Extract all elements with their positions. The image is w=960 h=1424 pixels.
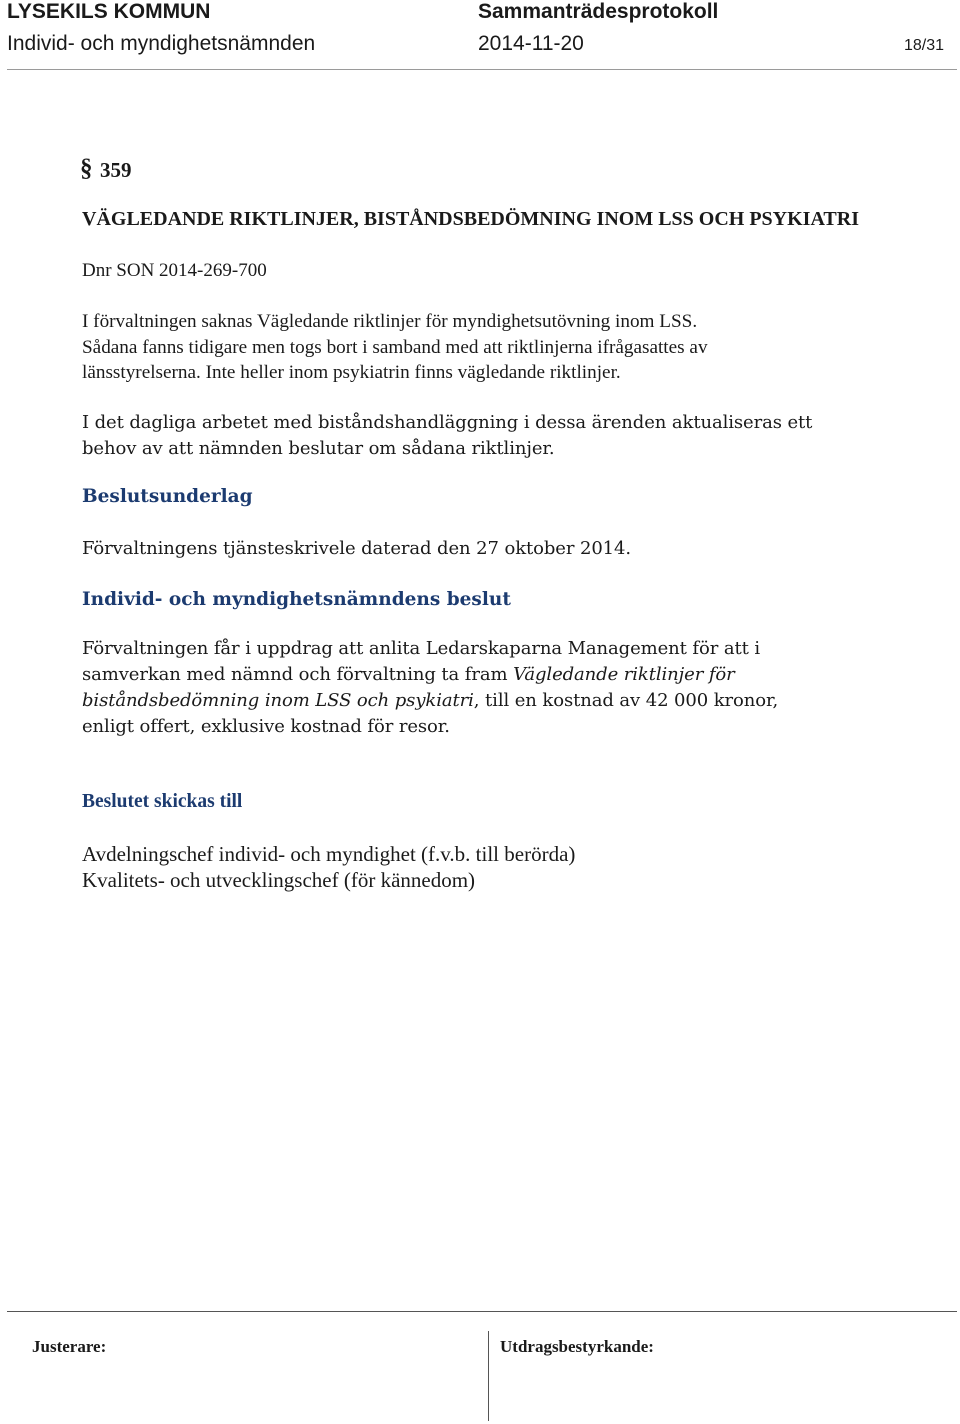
recipient-item: Avdelningschef individ- och myndighet (f.v.b. till berörda) xyxy=(82,842,576,866)
committee-name: Individ- och myndighetsnämnden xyxy=(7,32,316,55)
intro-line: I förvaltningen saknas Vägledande riktlinjer för myndighetsutövning inom LSS. xyxy=(82,311,698,332)
sent-to-heading: Beslutet skickas till xyxy=(82,791,243,812)
paragraph-number: 359 xyxy=(100,158,132,182)
document-type: Sammanträdesprotokoll xyxy=(478,0,719,23)
decision-line: enligt offert, exklusive kostnad för resor. xyxy=(82,716,450,737)
footer-divider xyxy=(7,1311,957,1312)
decision-line xyxy=(82,688,778,714)
decision-text: , till en kostnad av 42 000 kronor, xyxy=(473,690,779,711)
extract-certification-label: Utdragsbestyrkande: xyxy=(500,1337,654,1356)
header-divider xyxy=(7,69,957,70)
intro-line: Sådana fanns tidigare men togs bort i samband med att riktlinjerna ifrågasattes av xyxy=(82,336,708,358)
intro-line: länsstyrelserna. Inte heller inom psykiatrin finns vägledande riktlinjer. xyxy=(82,362,621,383)
decision-heading: Individ- och myndighetsnämndens beslut xyxy=(82,589,511,610)
paragraph-sign: § xyxy=(80,155,93,182)
recipient-item: Kvalitets- och utvecklingschef (för kännedom) xyxy=(82,868,476,892)
basis-heading: Beslutsunderlag xyxy=(82,486,253,507)
page-number: 18/31 xyxy=(904,37,945,54)
decision-line: Förvaltningen får i uppdrag att anlita Ledarskaparna Management för att i xyxy=(82,638,761,659)
daily-work-paragraph xyxy=(82,410,812,462)
footer-column-divider xyxy=(488,1331,489,1421)
organization-name: LYSEKILS KOMMUN xyxy=(7,0,211,23)
adjuster-label: Justerare: xyxy=(32,1337,107,1356)
decision-paragraph xyxy=(82,636,778,740)
section-title: VÄGLEDANDE RIKTLINJER, BISTÅNDSBEDÖMNING INOM LSS OCH PSYKIATRI xyxy=(82,208,859,230)
daily-work-line: I det dagliga arbetet med biståndshandläggning i dessa ärenden aktualiseras ett xyxy=(82,412,813,433)
decision-line xyxy=(82,662,778,688)
basis-text: Förvaltningens tjänsteskrivele daterad den 27 oktober 2014. xyxy=(82,538,632,559)
intro-paragraph xyxy=(82,309,708,386)
decision-italic-title: Vägledande riktlinjer för xyxy=(513,664,735,685)
recipient-list xyxy=(82,841,575,893)
daily-work-line: behov av att nämnden beslutar om sådana riktlinjer. xyxy=(82,438,555,459)
case-reference: Dnr SON 2014-269-700 xyxy=(82,260,267,281)
meeting-date: 2014-11-20 xyxy=(478,32,584,55)
decision-text: samverkan med nämnd och förvaltning ta fram xyxy=(82,664,514,685)
decision-italic-title: biståndsbedömning inom LSS och psykiatri xyxy=(82,690,474,711)
